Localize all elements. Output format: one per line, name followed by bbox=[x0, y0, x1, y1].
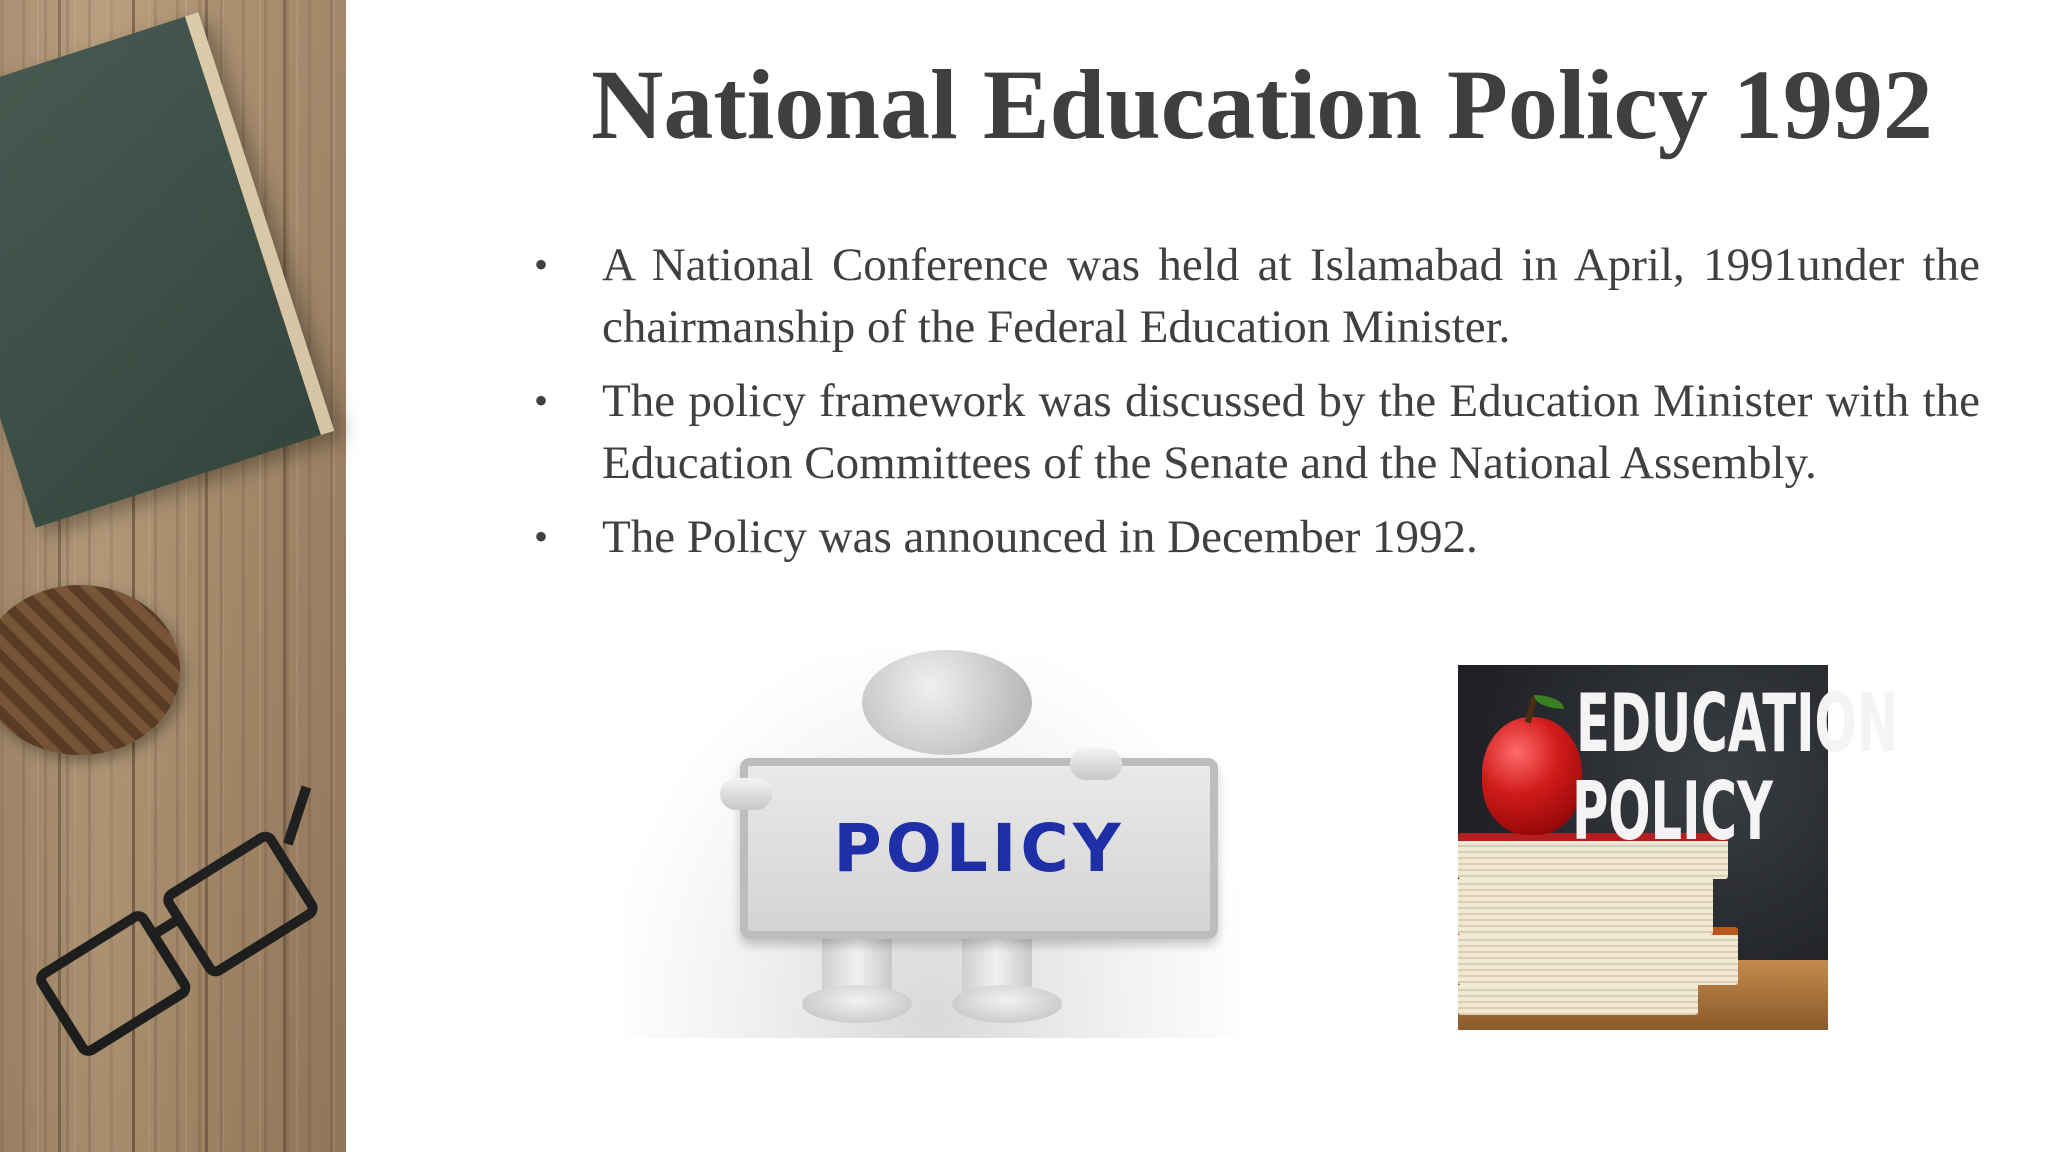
bullet-item bbox=[530, 506, 1980, 568]
apple-icon bbox=[1482, 717, 1582, 835]
pinecone-icon bbox=[0, 585, 180, 755]
bullet-text: The Policy was announced in December 1992. bbox=[602, 511, 1478, 563]
education-policy-image bbox=[1458, 665, 1899, 1030]
bullet-item bbox=[530, 370, 1980, 494]
figure-head bbox=[862, 650, 1032, 755]
policy-sign bbox=[740, 758, 1218, 939]
wood-side-panel bbox=[0, 0, 346, 1152]
policy-figure-image bbox=[622, 650, 1242, 1038]
bullet-list bbox=[530, 234, 1980, 580]
bullet-text: The policy framework was discussed by the Education Minister with the Education Committees of the Senate and the National Assembly. bbox=[602, 375, 1980, 489]
book-icon bbox=[0, 12, 334, 527]
bullet-item bbox=[530, 234, 1980, 358]
bullet-text: A National Conference was held at Islamabad in April, 1991under the chairmanship of the Federal Education Minister. bbox=[602, 239, 1980, 353]
slide-title: National Education Policy 1992 bbox=[591, 49, 1933, 160]
bullet-dot: • bbox=[534, 378, 549, 423]
education-text: EDUCATION bbox=[1576, 677, 1899, 770]
policy-sign-text: POLICY bbox=[833, 810, 1125, 887]
bullet-dot: • bbox=[534, 514, 549, 559]
book-icon bbox=[1458, 871, 1713, 935]
bullet-dot: • bbox=[534, 242, 549, 287]
policy-text: POLICY bbox=[1572, 765, 1773, 858]
book-icon bbox=[1458, 927, 1738, 985]
glasses-icon bbox=[0, 766, 360, 1095]
